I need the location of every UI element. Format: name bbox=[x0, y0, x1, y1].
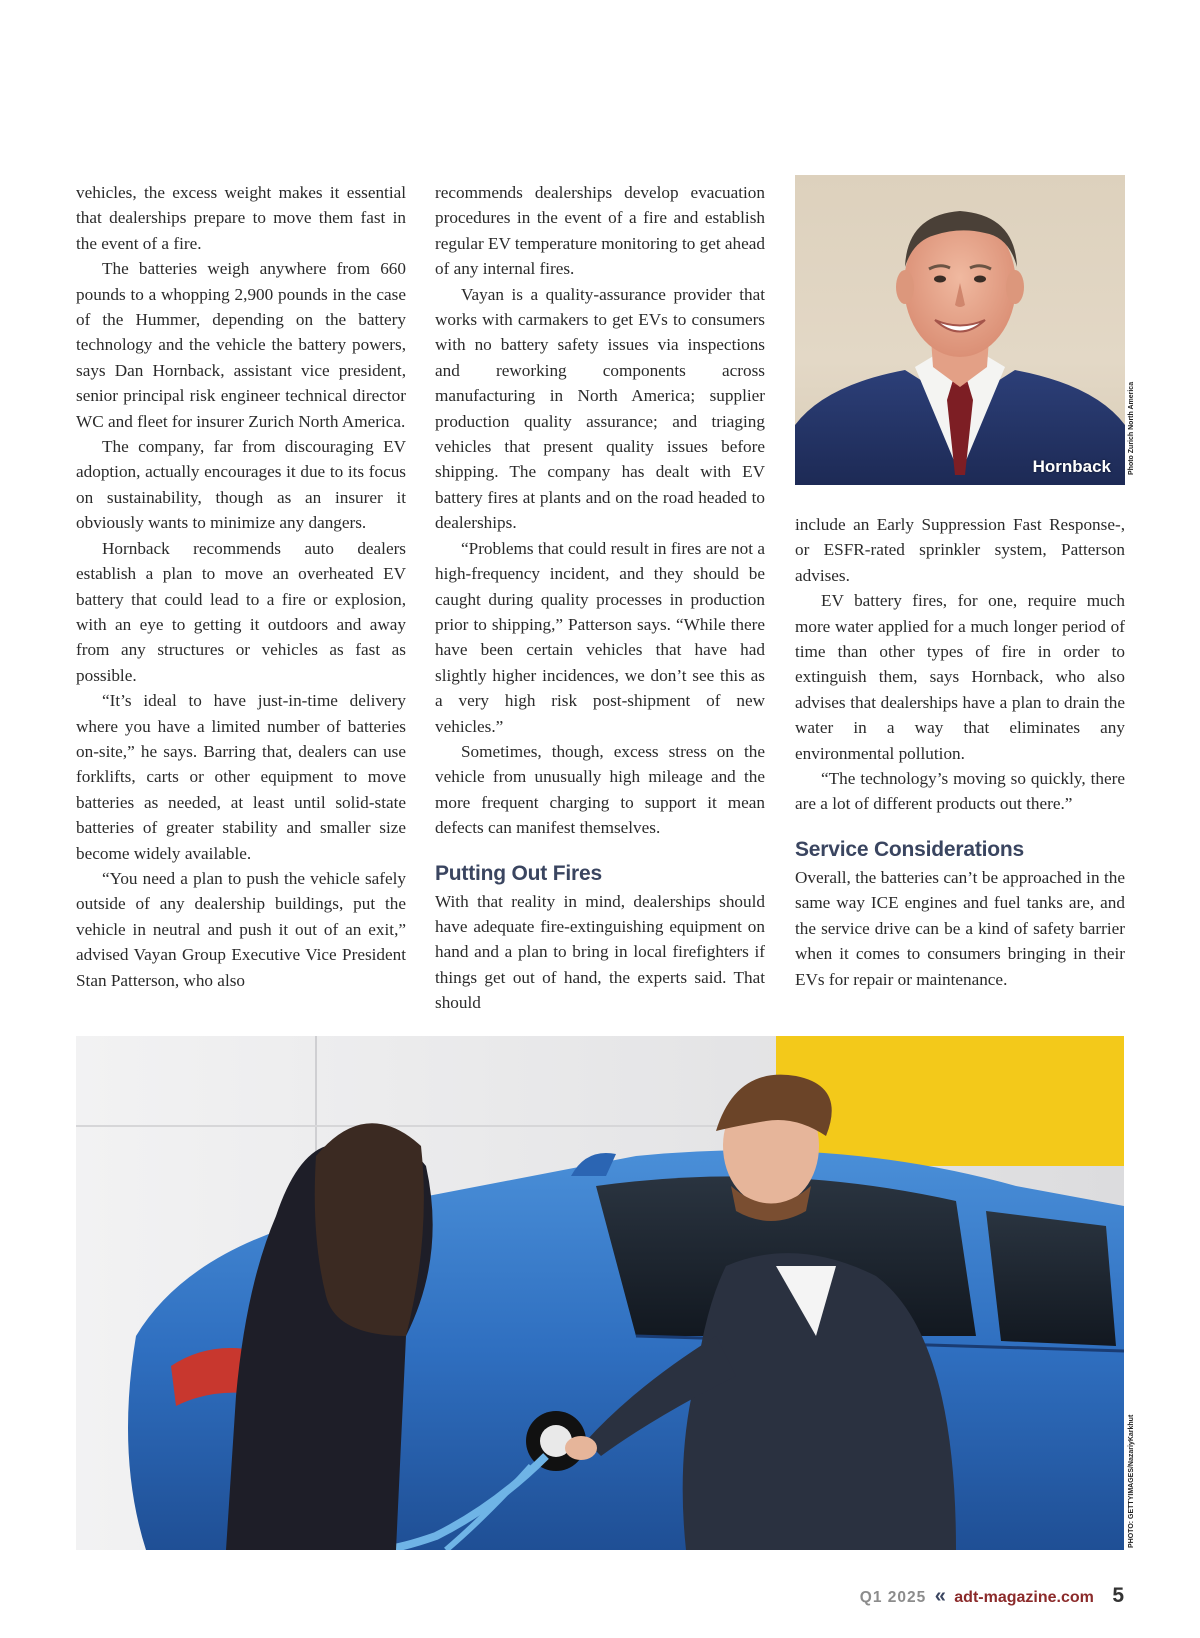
paragraph: recommends dealerships develop evacuation procedures in the event of a fire and establish regular EV temperature monitoring to get ahead of any internal fires. bbox=[435, 183, 765, 279]
paragraph: Sometimes, though, excess stress on the vehicle from unusually high mileage and the more frequent charging to support it mean defects can manifest themselves. bbox=[435, 741, 765, 838]
portrait-photo-credit: Photo Zurich North America bbox=[1128, 381, 1135, 475]
paragraph: “The technology’s moving so quickly, there are a lot of different products out there.” bbox=[795, 769, 1125, 814]
paragraph: Hornback recommends auto dealers establish a plan to move an overheated EV battery that could lead to a fire or explosion, with an eye to getting it outdoors and away from any structures or vehicles as fast as possible. bbox=[76, 538, 406, 685]
footer-separator-icon: « bbox=[934, 1585, 946, 1607]
site-link[interactable]: adt-magazine.com bbox=[954, 1589, 1094, 1606]
paragraph: The company, far from discouraging EV adoption, actually encourages it due to its focus on sustainability, though as an insurer it obviously wants to minimize any dangers. bbox=[76, 437, 406, 533]
paragraph: EV battery fires, for one, require much more water applied for a much longer period of time than other types of fire in order to extinguish them, says Hornback, who also advises that dealerships have a plan to drain the water in a way that eliminates any environmental pollution. bbox=[795, 591, 1125, 763]
subhead-putting-out-fires: Putting Out Fires bbox=[435, 861, 602, 885]
article-column-1 bbox=[76, 180, 406, 993]
bottom-photo-credit: PHOTO: GETTYIMAGES/NazariyKarkhut bbox=[1128, 1414, 1135, 1548]
page-footer bbox=[860, 1584, 1124, 1608]
ev-charging-photo bbox=[76, 1036, 1124, 1550]
ev-charging-illustration bbox=[76, 1036, 1124, 1550]
paragraph: Overall, the batteries can’t be approached in the same way ICE engines and fuel tanks are, and the service drive can be a kind of safety barrier when it comes to consumers bringing in their EVs for repair or maintenance. bbox=[795, 867, 1125, 989]
hornback-portrait-photo bbox=[795, 175, 1125, 485]
paragraph: include an Early Suppression Fast Response-, or ESFR-rated sprinkler system, Patterson advises. bbox=[795, 515, 1125, 585]
paragraph: vehicles, the excess weight makes it essential that dealerships prepare to move them fast in the event of a fire. bbox=[76, 183, 406, 253]
paragraph: Vayan is a quality-assurance provider that works with carmakers to get EVs to consumers with no battery safety issues via inspections and reworking components across manufacturing in North America; supplier production quality assurance; and triaging vehicles that present quality issues before shipping. The company has dealt with EV battery fires at plants and on the road headed to dealerships. bbox=[435, 284, 765, 533]
paragraph: “It’s ideal to have just-in-time delivery where you have a limited number of batteries on-site,” he says. Barring that, dealers can use forklifts, carts or other equipment to move batteries as needed, at least until solid-state batteries of greater stability and smaller size become widely available. bbox=[76, 691, 406, 863]
portrait-illustration bbox=[795, 175, 1125, 485]
paragraph: With that reality in mind, dealerships should have adequate fire-extinguishing equipment on hand and a plan to bring in local firefighters if things get out of hand, the experts said. That should bbox=[435, 891, 765, 1013]
article-column-2 bbox=[435, 180, 765, 1016]
paragraph: “Problems that could result in fires are not a high-frequency incident, and they should be caught during quality processes in production prior to shipping,” Patterson says. “While there have been certain vehicles that have had slightly higher incidences, we don’t see this as a very high risk post-shipment of new vehicles.” bbox=[435, 538, 765, 736]
page-number: 5 bbox=[1112, 1584, 1124, 1607]
issue-label: Q1 2025 bbox=[859, 1589, 927, 1606]
article-column-3 bbox=[795, 512, 1125, 992]
paragraph: The batteries weigh anywhere from 660 pounds to a whopping 2,900 pounds in the case of the Hummer, depending on the battery technology and the vehicle the battery powers, says Dan Hornback, assistant vice president, senior principal risk engineer technical director WC and fleet for insurer Zurich North America. bbox=[76, 259, 406, 431]
subhead-service-considerations: Service Considerations bbox=[795, 837, 1025, 861]
portrait-caption: Hornback bbox=[1032, 457, 1111, 476]
paragraph: “You need a plan to push the vehicle safely outside of any dealership buildings, put the vehicle in neutral and push it out of an exit,” advised Vayan Group Executive Vice President Stan Patterson, who also bbox=[76, 868, 406, 990]
